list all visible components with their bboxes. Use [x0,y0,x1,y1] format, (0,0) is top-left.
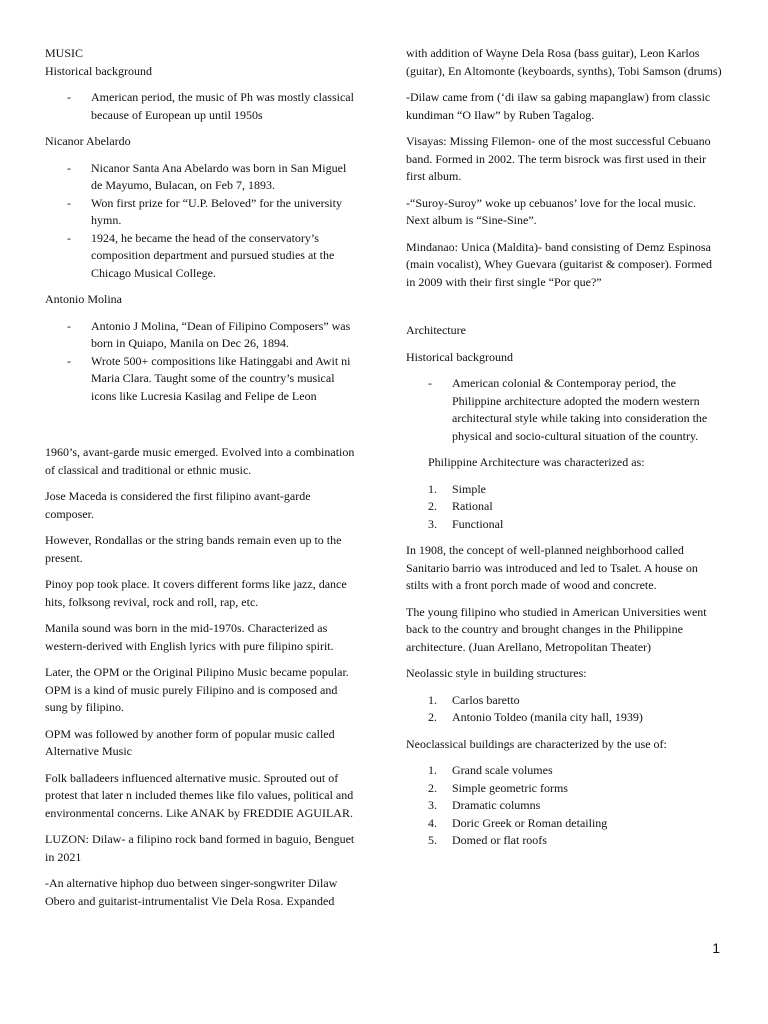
paragraph: Manila sound was born in the mid-1970s. Characterized as western-derived with English lyrics with pure filipino spirit. [45,621,334,653]
list-item: 1. Grand scale volumes [428,763,553,777]
list-item: 5. Domed or flat roofs [428,833,547,847]
list-item: 2. Simple geometric forms [428,780,568,795]
paragraph: The young filipino who studied in American Universities went back to the country and brought changes in the Philippine architecture. (Juan Arellano, Metropolitan Theater) [406,604,707,654]
paragraph: -An alternative hiphop duo between singer-songwriter Dilaw Obero and guitarist-intrumentalist Vie Dela Rosa. Expanded [45,876,338,908]
abelardo-list [45,160,360,283]
list-item: - 1924, he became the head of the conservatory’s composition department and pursued studies at the Chicago Musical College. [45,230,360,283]
list-item: - Won first prize for “U.P. Beloved” for the university hymn. [45,195,360,230]
spacer [45,414,360,444]
page-number: 1 [712,940,720,956]
list-item: - Antonio J Molina, “Dean of Filipino Composers” was born in Quiapo, Manila on Dec 26, 1894. [45,318,360,353]
architecture-characterized-as: Philippine Architecture was characterized as: [428,455,645,469]
list-item: - Nicanor Santa Ana Abelardo was born in San Miguel de Mayumo, Bulacan, on Feb 7, 1893. [45,160,360,195]
list-item: - American period, the music of Ph was mostly classical because of European up until 1950s [45,89,360,124]
list-item: 2. Rational [428,499,493,513]
left-column [45,45,360,919]
paragraph: 1960’s, avant-garde music emerged. Evolved into a combination of classical and traditional or ethnic music. [45,445,355,477]
list-item: - American colonial & Contemporay period, the Philippine architecture adopted the modern western architectural style while taking into consideration the physical and socio-cultural situation of the country. [406,375,722,445]
music-historical-background: Historical background [45,63,152,78]
music-title: MUSIC [45,46,84,60]
neoclassical-characterized-by: Neoclassical buildings are characterized by the use of: [406,736,667,751]
architecture-historical-background: Historical background [406,349,513,364]
architecture-history-list [406,375,722,445]
paragraph: Visayas: Missing Filemon- one of the most successful Cebuano band. Formed in 2002. The term bisrock was first used in their first album. [406,134,711,183]
paragraph: OPM was followed by another form of popular music called Alternative Music [45,726,335,758]
paragraph: However, Rondallas or the string bands remain even up to the present. [45,533,342,565]
paragraph: Pinoy pop took place. It covers different forms like jazz, dance hits, folksong revival, rock and roll, rap, etc. [45,577,347,609]
neoclassic-architects-list [406,692,722,727]
paragraph: with addition of Wayne Dela Rosa (bass guitar), Leon Karlos (guitar), En Altomonte (keyboards, synths), Tobi Samson (drums) [406,46,722,78]
list-item: - Wrote 500+ compositions like Hatinggabi and Awit ni Maria Clara. Taught some of the country’s musical icons like Lucresia Kasilag and Felipe de Leon [45,353,360,406]
paragraph: Mindanao: Unica (Maldita)- band consisting of Demz Espinosa (main vocalist), Whey Guevara (guitarist & composer). Formed in 2009 with their first single “Por que?” [406,239,713,289]
paragraph: -“Suroy-Suroy” woke up cebuanos’ love for the local music. Next album is “Sine-Sine”. [406,195,697,227]
abelardo-heading: Nicanor Abelardo [45,134,131,148]
neoclassical-features-list [406,762,722,850]
molina-heading: Antonio Molina [45,292,122,306]
paragraph: In 1908, the concept of well-planned neighborhood called Sanitario barrio was introduced and led to Tsalet. A house on stilts with a front porch made of wood and concrete. [406,543,698,592]
paragraph: -Dilaw came from (‘di ilaw sa gabing mapanglaw) from classic kundiman “O Ilaw” by Ruben Tagalog. [406,90,711,122]
right-column [406,45,722,859]
characteristics-list [406,481,722,534]
list-item: 1. Carlos baretto [428,692,520,707]
paragraph: Jose Maceda is considered the first filipino avant-garde composer. [45,489,311,521]
list-item: 1. Simple [428,481,487,496]
spacer [406,300,722,322]
list-item: 3. Functional [428,516,504,531]
paragraph: Folk balladeers influenced alternative music. Sprouted out of protest that later n included themes like filo values, political and environmental concerns. Like ANAK by FREDDIE AGUILAR. [45,770,354,820]
paragraph: Later, the OPM or the Original Pilipino Music became popular. OPM is a kind of music purely Filipino and is composed and sung by filipino. [45,665,349,714]
architecture-title: Architecture [406,323,466,337]
music-history-list [45,89,360,124]
list-item: 4. Doric Greek or Roman detailing [428,815,608,830]
paragraph: LUZON: Dilaw- a filipino rock band formed in baguio, Benguet in 2021 [45,832,355,864]
list-item: 2. Antonio Toldeo (manila city hall, 1939) [428,710,643,724]
paragraph: Neolassic style in building structures: [406,666,587,680]
list-item: 3. Dramatic columns [428,798,541,812]
molina-list [45,318,360,406]
